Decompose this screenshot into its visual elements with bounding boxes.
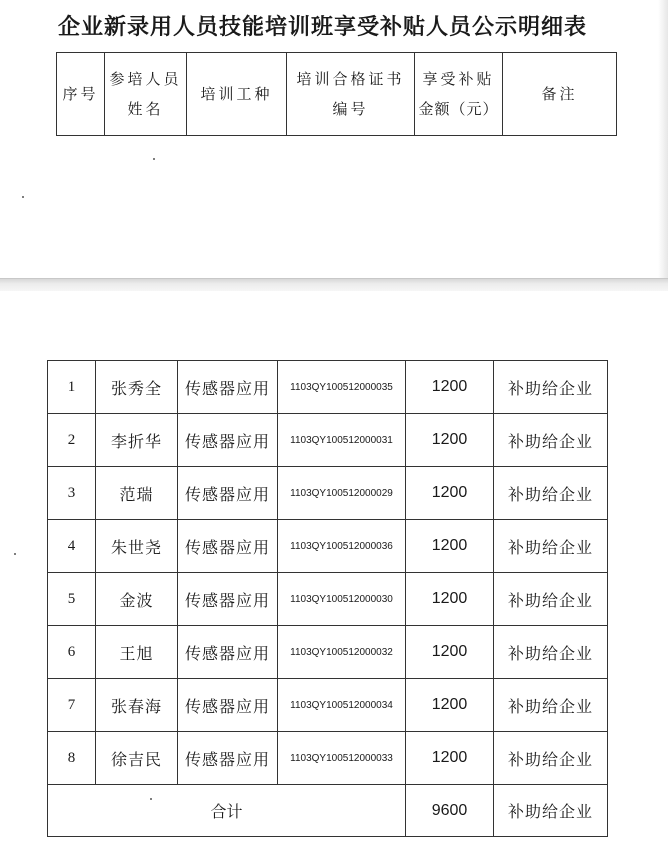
row-name: 张春海 — [96, 679, 178, 732]
row-cert: 1103QY100512000033 — [278, 732, 406, 785]
total-amount: 9600 — [406, 785, 494, 837]
row-trade: 传感器应用 — [178, 414, 278, 467]
row-amount: 1200 — [406, 467, 494, 520]
row-note: 补助给企业 — [494, 573, 608, 626]
scan-speck — [14, 553, 16, 555]
table-row — [48, 679, 608, 732]
row-cert: 1103QY100512000032 — [278, 626, 406, 679]
table-row — [48, 732, 608, 785]
row-seq: 4 — [48, 520, 96, 573]
row-note: 补助给企业 — [494, 467, 608, 520]
table-row — [48, 467, 608, 520]
page-edge-shadow — [658, 0, 668, 278]
row-note: 补助给企业 — [494, 414, 608, 467]
header-cert-line1: 培训合格证书 — [296, 70, 405, 88]
row-name: 徐吉民 — [96, 732, 178, 785]
scan-speck — [22, 196, 24, 198]
table-row — [48, 414, 608, 467]
total-note: 补助给企业 — [494, 785, 608, 837]
table-row — [48, 361, 608, 414]
scan-speck — [150, 798, 152, 800]
row-amount: 1200 — [406, 573, 494, 626]
table-row — [48, 626, 608, 679]
header-cert-line2: 编号 — [332, 100, 369, 118]
header-amount-line1: 享受补贴 — [422, 70, 495, 88]
row-trade: 传感器应用 — [178, 467, 278, 520]
row-note: 补助给企业 — [494, 626, 608, 679]
row-cert: 1103QY100512000031 — [278, 414, 406, 467]
row-seq: 7 — [48, 679, 96, 732]
page-upper — [0, 0, 668, 278]
header-name-line2: 姓名 — [127, 100, 164, 118]
row-seq: 6 — [48, 626, 96, 679]
row-seq: 8 — [48, 732, 96, 785]
row-trade: 传感器应用 — [178, 573, 278, 626]
row-seq: 2 — [48, 414, 96, 467]
row-note: 补助给企业 — [494, 732, 608, 785]
row-amount: 1200 — [406, 679, 494, 732]
header-name-line1: 参培人员 — [109, 70, 182, 88]
row-seq: 5 — [48, 573, 96, 626]
row-seq: 3 — [48, 467, 96, 520]
row-name: 范瑞 — [96, 467, 178, 520]
total-label: 合计 — [48, 785, 406, 837]
row-note: 补助给企业 — [494, 520, 608, 573]
page-separator — [0, 278, 668, 292]
header-note: 备注 — [503, 53, 617, 136]
header-cert — [287, 53, 415, 136]
scan-speck — [153, 158, 155, 160]
row-amount: 1200 — [406, 626, 494, 679]
row-cert: 1103QY100512000030 — [278, 573, 406, 626]
header-name — [105, 53, 187, 136]
header-seq: 序号 — [57, 53, 105, 136]
row-name: 王旭 — [96, 626, 178, 679]
row-cert: 1103QY100512000036 — [278, 520, 406, 573]
row-trade: 传感器应用 — [178, 361, 278, 414]
row-name: 金波 — [96, 573, 178, 626]
row-seq: 1 — [48, 361, 96, 414]
row-note: 补助给企业 — [494, 361, 608, 414]
header-amount — [415, 53, 503, 136]
header-table — [56, 52, 617, 136]
row-trade: 传感器应用 — [178, 520, 278, 573]
row-trade: 传感器应用 — [178, 626, 278, 679]
page-title: 企业新录用人员技能培训班享受补贴人员公示明细表 — [58, 15, 588, 40]
row-name: 张秀全 — [96, 361, 178, 414]
total-row — [48, 785, 608, 837]
row-trade: 传感器应用 — [178, 679, 278, 732]
data-table — [47, 360, 608, 837]
row-note: 补助给企业 — [494, 679, 608, 732]
header-amount-line2: 金额（元） — [418, 100, 499, 118]
row-trade: 传感器应用 — [178, 732, 278, 785]
row-amount: 1200 — [406, 361, 494, 414]
row-amount: 1200 — [406, 732, 494, 785]
row-cert: 1103QY100512000035 — [278, 361, 406, 414]
row-cert: 1103QY100512000029 — [278, 467, 406, 520]
row-amount: 1200 — [406, 520, 494, 573]
row-name: 朱世尧 — [96, 520, 178, 573]
row-cert: 1103QY100512000034 — [278, 679, 406, 732]
table-row — [48, 573, 608, 626]
row-name: 李折华 — [96, 414, 178, 467]
header-trade: 培训工种 — [187, 53, 287, 136]
row-amount: 1200 — [406, 414, 494, 467]
table-row — [48, 520, 608, 573]
